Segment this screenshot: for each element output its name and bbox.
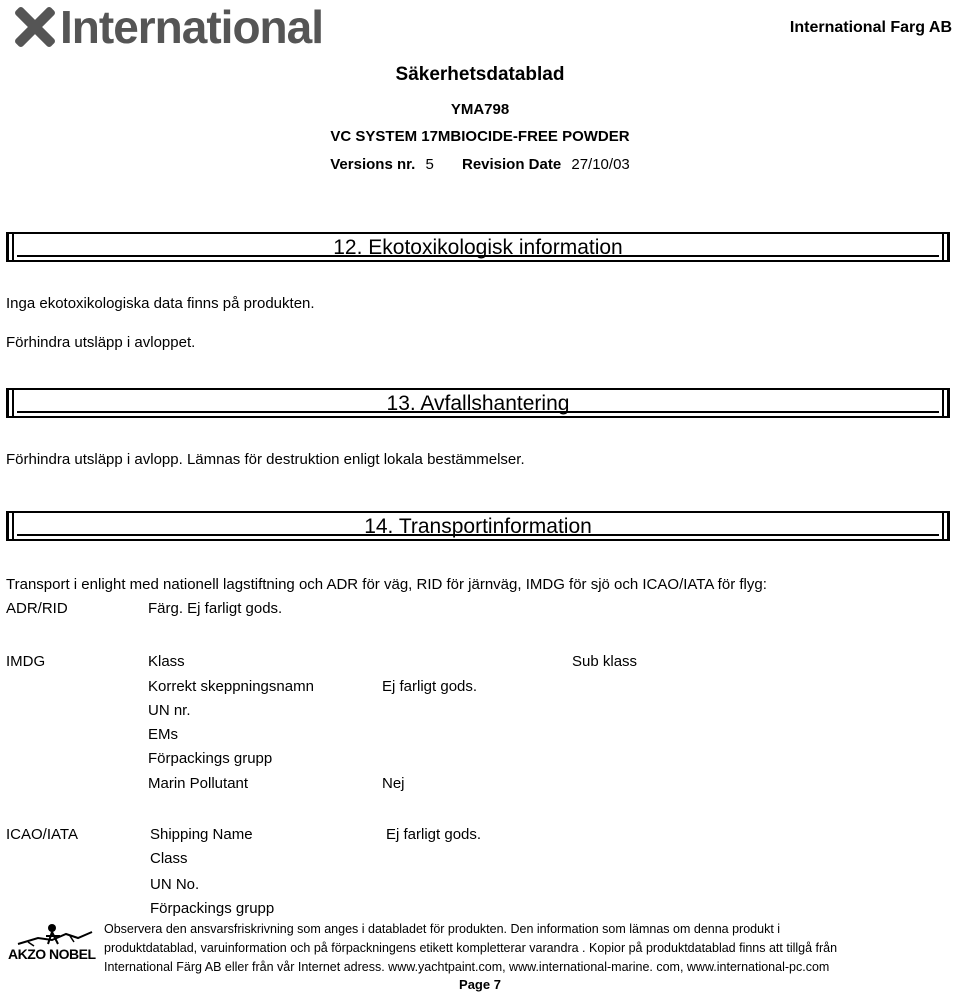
imdg-row-label: EMs — [148, 726, 178, 743]
international-logo — [12, 1, 324, 53]
section-14-title: 14. Transportinformation — [364, 515, 592, 538]
logo-wordmark: International — [60, 1, 324, 53]
section-12-header — [6, 232, 950, 262]
icao-label: ICAO/IATA — [6, 826, 78, 843]
imdg-row-value: Ej farligt gods. — [382, 678, 478, 695]
imdg-klass: Klass — [148, 653, 185, 670]
company-name: International Farg AB — [789, 19, 952, 36]
section-13-header — [6, 388, 950, 418]
version-line — [0, 156, 960, 173]
imdg-row-label: Korrekt skeppningsnamn — [148, 678, 314, 695]
product-name: VC SYSTEM 17MBIOCIDE-FREE POWDER — [330, 128, 630, 145]
revision-label: Revision Date — [461, 156, 562, 173]
section-12-line-1: Inga ekotoxikologiska data finns på produkten. — [6, 295, 315, 312]
icao-row-label: Förpackings grupp — [150, 900, 275, 917]
document-title: Säkerhetsdatablad — [395, 64, 565, 85]
transport-intro: Transport i enlight med nationell lagstiftning och ADR för väg, RID för järnväg, IMDG för sjö och ICAO/IATA för flyg: — [6, 576, 767, 593]
page-number: Page 7 — [459, 977, 501, 992]
adr-rid-value: Färg. Ej farligt gods. — [148, 600, 283, 617]
revision-value: 27/10/03 — [571, 156, 630, 173]
footer-line: International Färg AB eller från vår Internet adress. www.yachtpaint.com, www.international-marine. com, www.international-pc.com — [104, 960, 830, 974]
imdg-label: IMDG — [6, 653, 46, 670]
imdg-row-label: Förpackings grupp — [148, 750, 273, 767]
section-13-title: 13. Avfallshantering — [386, 392, 570, 415]
icao-row-value: Ej farligt gods. — [386, 826, 482, 843]
version-value: 5 — [425, 156, 434, 173]
section-14-header — [6, 511, 950, 541]
product-code: YMA798 — [450, 101, 510, 118]
footer-line: Observera den ansvarsfriskrivning som anges i databladet för produkten. Den information som lämnas om denna produkt i — [104, 922, 781, 936]
footer-line: produktdatablad, varuinformation och på förpackningens etikett kompletterar varandra . Kopior på produktdatablad finns att tillgå från — [104, 941, 838, 955]
akzo-nobel-logo — [8, 920, 96, 970]
imdg-row-label: UN nr. — [148, 702, 191, 719]
section-12-title: 12. Ekotoxikologisk information — [333, 236, 623, 259]
logo-x-icon — [12, 4, 58, 50]
footer-disclaimer — [104, 920, 954, 977]
icao-row-label: Class — [150, 850, 188, 867]
akzo-nobel-wordmark: AKZO NOBEL — [8, 946, 96, 962]
imdg-row-value: Nej — [382, 775, 405, 792]
adr-rid-label: ADR/RID — [6, 600, 68, 617]
icao-row-label: Shipping Name — [150, 826, 253, 843]
imdg-sub-klass: Sub klass — [572, 653, 638, 670]
section-12-line-2: Förhindra utsläpp i avloppet. — [6, 334, 196, 351]
version-label: Versions nr. — [330, 156, 416, 173]
icao-row-label: UN No. — [150, 876, 200, 893]
imdg-row-label: Marin Pollutant — [148, 775, 249, 792]
section-13-line-1: Förhindra utsläpp i avlopp. Lämnas för destruktion enligt lokala bestämmelser. — [6, 451, 525, 468]
